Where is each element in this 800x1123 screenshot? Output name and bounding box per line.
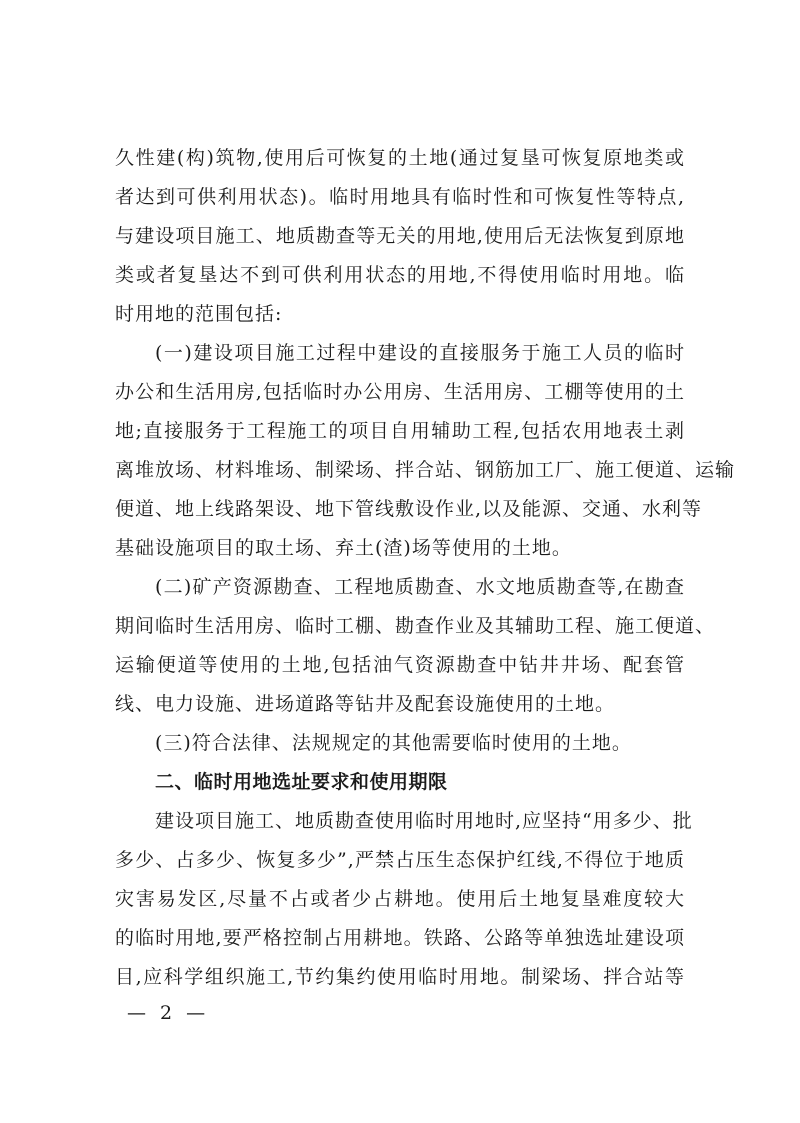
paragraph-line: 目,应科学组织施工,节约集约使用临时用地。制梁场、拌合站等 xyxy=(115,966,685,988)
section-heading: 二、临时用地选址要求和使用期限 xyxy=(155,771,448,793)
paragraph-line: (一)建设项目施工过程中建设的直接服务于施工人员的临时 xyxy=(155,342,685,364)
paragraph-line: 地;直接服务于工程施工的项目自用辅助工程,包括农用地表土剥 xyxy=(115,420,685,442)
paragraph-line: 办公和生活用房,包括临时办公用房、生活用房、工棚等使用的土 xyxy=(115,381,685,403)
paragraph-line: 运输便道等使用的土地,包括油气资源勘查中钻井井场、配套管 xyxy=(115,654,685,676)
paragraph-line: 时用地的范围包括: xyxy=(115,303,283,325)
paragraph-line: 线、电力设施、进场道路等钻井及配套设施使用的土地。 xyxy=(115,693,616,715)
paragraph-line: 基础设施项目的取土场、弃土(渣)场等使用的土地。 xyxy=(115,537,572,559)
paragraph-line: (三)符合法律、法规规定的其他需要临时使用的土地。 xyxy=(155,732,632,754)
paragraph-line: 的临时用地,要严格控制占用耕地。铁路、公路等单独选址建设项 xyxy=(115,927,685,949)
page-number: — 2 — xyxy=(127,1002,210,1024)
paragraph-line: 建设项目施工、地质勘查使用临时用地时,应坚持“用多少、批 xyxy=(155,810,693,832)
paragraph-line: 多少、占多少、恢复多少”,严禁占压生态保护红线,不得位于地质 xyxy=(115,849,685,871)
paragraph-line: 类或者复垦达不到可供利用状态的用地,不得使用临时用地。临 xyxy=(115,264,685,286)
paragraph-line: 与建设项目施工、地质勘查等无关的用地,使用后无法恢复到原地 xyxy=(115,225,685,247)
paragraph-line: 灾害易发区,尽量不占或者少占耕地。使用后土地复垦难度较大 xyxy=(115,888,685,910)
paragraph-line: 者达到可供利用状态)。临时用地具有临时性和可恢复性等特点, xyxy=(115,186,685,208)
paragraph-line: 离堆放场、材料堆场、制梁场、拌合站、钢筋加工厂、施工便道、运输 xyxy=(115,459,736,481)
paragraph-line: 便道、地上线路架设、地下管线敷设作业,以及能源、交通、水利等 xyxy=(115,498,703,520)
paragraph-line: 期间临时生活用房、临时工棚、勘查作业及其辅助工程、施工便道、 xyxy=(115,615,716,637)
paragraph-line: 久性建(构)筑物,使用后可恢复的土地(通过复垦可恢复原地类或 xyxy=(115,147,685,169)
paragraph-line: (二)矿产资源勘查、工程地质勘查、水文地质勘查等,在勘查 xyxy=(155,576,685,598)
